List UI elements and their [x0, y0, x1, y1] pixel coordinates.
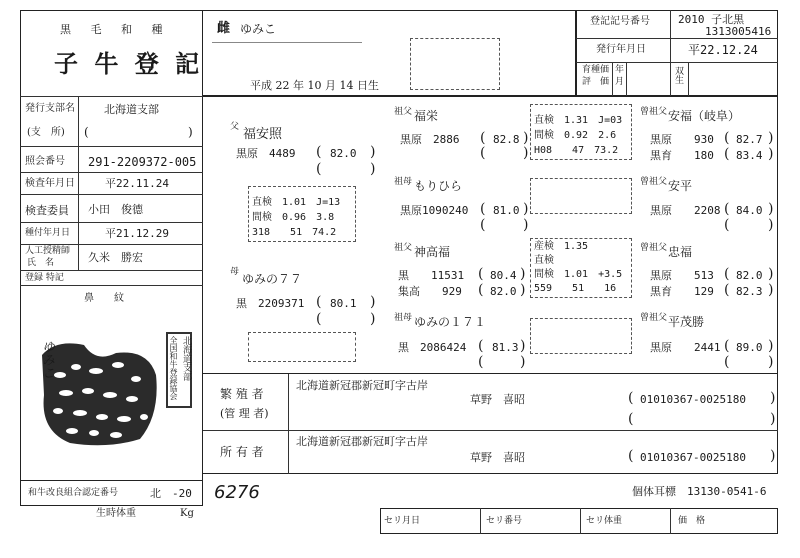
- dam-label: 母: [230, 267, 240, 277]
- ggs3-reg-2: 黒育 129: [650, 285, 714, 298]
- dam-sire-reg-1: 黒 11531: [398, 269, 465, 282]
- paren-left: (: [478, 354, 484, 370]
- sale-box: [380, 508, 778, 534]
- paren-left: (: [480, 217, 486, 233]
- paren-right: ): [370, 294, 376, 310]
- ggs1-label: 曾祖父: [640, 107, 668, 117]
- ggs2-reg: 黒原 2208: [650, 204, 721, 217]
- dam-sire-eval-line-1: 産検 1.35: [534, 241, 589, 252]
- dam-sire-reg-2: 集高 929: [398, 285, 462, 298]
- issue-date: 平22.12.24: [688, 43, 758, 57]
- paren-right: ): [768, 282, 774, 298]
- sire-sire-reg: 黒原 2886: [400, 133, 460, 146]
- sire-label: 父: [230, 122, 240, 132]
- sire-dam-label: 祖母: [394, 177, 413, 187]
- paren-left: (: [480, 201, 486, 217]
- paren-right: ): [523, 130, 529, 146]
- dam-reg: 黒 2209371: [236, 297, 305, 310]
- dam-dam-score: 81.3: [492, 341, 519, 354]
- paren-left: (: [724, 146, 730, 162]
- paren-left: (: [316, 144, 322, 160]
- sire-dam-score: 81.0: [493, 204, 520, 217]
- paren-left: (: [316, 311, 322, 327]
- union-value: 北 -20: [150, 487, 192, 500]
- paren-left: (: [724, 130, 730, 146]
- ggs3-reg-1: 黒原 513: [650, 269, 714, 282]
- issue-date-label: 発行年月日: [596, 44, 646, 55]
- paren-right: ): [370, 144, 376, 160]
- ggs1-reg-2: 黒育 180: [650, 149, 714, 162]
- ear-tag: 個体耳標 13130-0541-6: [632, 485, 767, 498]
- nose-print-handwriting: ゆみこ: [39, 340, 54, 379]
- paren-right: ): [188, 125, 193, 139]
- dam-sire-name: 神高福: [414, 245, 451, 259]
- dam-sire-label: 祖父: [394, 243, 413, 253]
- sire-eval-line-2: 間検 0.96 3.8: [252, 212, 335, 223]
- paren-right: ): [768, 266, 774, 282]
- reg-no-label: 登記記号番号: [590, 16, 650, 27]
- union-label: 和牛改良組合認定番号: [28, 488, 119, 498]
- sale-no-label: セリ番号: [486, 516, 523, 526]
- dam-blank-box: [248, 332, 356, 362]
- special-label: 登録 特記: [25, 273, 64, 283]
- breeder-sub-label: (管 理 者): [220, 407, 269, 420]
- month-label: 月: [615, 77, 625, 87]
- nose-print-label: 鼻 紋: [84, 293, 124, 304]
- paren-right: ): [768, 146, 774, 162]
- birth-weight-unit: Kg: [180, 508, 194, 519]
- sire-dam-reg: 黒原1090240: [400, 204, 469, 217]
- dam-sire-score-1: 80.4: [490, 269, 517, 282]
- ggs1-name: 安福（岐阜）: [668, 109, 741, 123]
- dam-name: ゆみの７７: [242, 272, 303, 286]
- sire-eval-line-3: 318 51 74.2: [252, 227, 337, 238]
- sale-date-label: セリ月日: [384, 516, 421, 526]
- paren-left: (: [724, 338, 730, 354]
- photo-placeholder: [410, 38, 500, 90]
- breed-label: 黒 毛 和 種: [60, 23, 171, 36]
- paren-left: (: [480, 145, 486, 161]
- paren-left: (: [478, 266, 484, 282]
- paren-right: ): [768, 130, 774, 146]
- sex-label: 雌: [217, 21, 231, 36]
- branch-sub-label: (支 所): [27, 127, 65, 138]
- breeder-code: 01010367-0025180: [640, 393, 746, 406]
- paren-left: (: [480, 130, 486, 146]
- paren-right: ): [520, 354, 526, 370]
- paren-right: ): [768, 354, 774, 370]
- paren-right: ): [770, 448, 776, 464]
- ggs1-score-2: 83.4: [736, 149, 763, 162]
- owner-label: 所 有 者: [220, 445, 264, 459]
- paren-right: ): [370, 161, 376, 177]
- paren-right: ): [768, 217, 774, 233]
- paren-left: (: [628, 390, 634, 406]
- sire-sire-eval-line-2: 間検 0.92 2.6: [534, 130, 617, 141]
- paren-left: (: [316, 294, 322, 310]
- inspector: 小田 俊德: [88, 203, 143, 216]
- sire-eval-line-1: 直検 1.01 J=13: [252, 197, 341, 208]
- nose-print-image: [36, 335, 166, 450]
- paren-right: ): [523, 145, 529, 161]
- ggs3-score-1: 82.0: [736, 269, 763, 282]
- owner-code: 01010367-0025180: [640, 451, 746, 464]
- paren-right: ): [768, 338, 774, 354]
- animal-name: ゆみこ: [240, 22, 277, 36]
- branch-label: 発行支部名: [25, 103, 75, 114]
- paren-left: (: [724, 201, 730, 217]
- ggs4-reg: 黒原 2441: [650, 341, 721, 354]
- ggs4-score: 89.0: [736, 341, 763, 354]
- sire-sire-label: 祖父: [394, 107, 413, 117]
- paren-left: (: [478, 282, 484, 298]
- paren-left: (: [628, 448, 634, 464]
- inquiry-no-label: 照会番号: [25, 156, 65, 167]
- breeding-value-label: 育種価: [582, 65, 610, 75]
- ggs4-name: 平茂勝: [668, 315, 705, 329]
- dam-dam-label: 祖母: [394, 313, 413, 323]
- handwritten-number: 6276: [214, 482, 260, 503]
- evaluation-label: 評 価: [582, 77, 610, 87]
- price-label: 価 格: [678, 516, 706, 526]
- dam-dam-blank-box: [530, 318, 632, 354]
- sire-dam-blank-box: [530, 178, 632, 214]
- breeder-address: 北海道新冠郡新冠町字古岸: [296, 379, 428, 392]
- paren-left: (: [478, 338, 484, 354]
- reg-no-line2: 1313005416: [705, 25, 772, 38]
- birth-weight-label: 生時体重: [96, 508, 136, 519]
- owner-name: 草野 喜昭: [470, 451, 525, 464]
- ggs4-label: 曾祖父: [640, 313, 668, 323]
- paren-left: (: [628, 411, 634, 427]
- paren-right: ): [370, 311, 376, 327]
- branch-value: 北海道支部: [104, 103, 159, 116]
- ggs1-reg-1: 黒原 930: [650, 133, 714, 146]
- dam-sire-eval-line-4: 559 51 16: [534, 283, 617, 294]
- ggs2-score: 84.0: [736, 204, 763, 217]
- dam-dam-name: ゆみの１７１: [414, 315, 487, 329]
- ggs3-score-2: 82.3: [736, 285, 763, 298]
- ai-tech-label: 人工授精師: [25, 246, 71, 256]
- sire-name: 福安照: [243, 127, 283, 142]
- stamp-line-1: 北海道支部: [181, 336, 191, 381]
- stamp-line-2: 全国和牛登録協会: [169, 336, 178, 400]
- sire-sire-name: 福栄: [414, 109, 439, 123]
- birth-date: 平成 22 年 10 月 14 日生: [250, 79, 379, 92]
- owner-address: 北海道新冠郡新冠町字古岸: [296, 435, 428, 448]
- paren-right: ): [523, 201, 529, 217]
- breeder-name: 草野 喜昭: [470, 393, 525, 406]
- paren-left: (: [724, 354, 730, 370]
- sire-dam-name: もりひら: [414, 179, 463, 193]
- inspection-date: 平22.11.24: [105, 177, 169, 190]
- dam-sire-eval-line-3: 間検 1.01 +3.5: [534, 269, 623, 280]
- year-label: 年: [615, 65, 625, 75]
- document-title: 子 牛 登 記: [54, 49, 204, 78]
- insemination-date: 平21.12.29: [105, 227, 169, 240]
- dam-score: 80.1: [330, 297, 357, 310]
- sale-weight-label: セリ体重: [586, 516, 623, 526]
- insemination-date-label: 種付年月日: [25, 228, 71, 238]
- inquiry-no: 291-2209372-005: [88, 155, 197, 169]
- paren-left: (: [724, 266, 730, 282]
- paren-right: ): [768, 201, 774, 217]
- paren-right: ): [770, 411, 776, 427]
- paren-right: ): [520, 338, 526, 354]
- paren-right: ): [523, 217, 529, 233]
- paren-left: (: [84, 125, 89, 139]
- dam-dam-reg: 黒 2086424: [398, 341, 467, 354]
- ggs3-label: 曾祖父: [640, 243, 668, 253]
- paren-right: ): [770, 390, 776, 406]
- dam-sire-score-2: 82.0: [490, 285, 517, 298]
- sire-sire-score: 82.8: [493, 133, 520, 146]
- sire-reg: 黒原 4489: [236, 147, 296, 160]
- ggs2-label: 曾祖父: [640, 177, 668, 187]
- ai-tech-sub-label: 氏 名: [27, 258, 55, 268]
- paren-right: ): [520, 266, 526, 282]
- paren-right: ): [520, 282, 526, 298]
- dam-sire-eval-line-2: 直検: [534, 255, 554, 266]
- sire-sire-eval-line-1: 直検 1.31 J=03: [534, 115, 623, 126]
- reg-no-line1: 2010 子北黒: [678, 13, 745, 26]
- ggs1-score-1: 82.7: [736, 133, 763, 146]
- sire-score: 82.0: [330, 147, 357, 160]
- inspector-label: 検査委員: [25, 204, 69, 217]
- ai-tech: 久米 勝宏: [88, 251, 143, 264]
- ggs2-name: 安平: [668, 179, 693, 193]
- sire-sire-eval-line-3: H08 47 73.2: [534, 145, 619, 156]
- paren-left: (: [724, 282, 730, 298]
- paren-left: (: [724, 217, 730, 233]
- twin-label: 双生: [673, 66, 683, 84]
- breeder-label: 繁 殖 者: [220, 387, 264, 401]
- paren-left: (: [316, 161, 322, 177]
- ggs3-name: 忠福: [668, 245, 693, 259]
- inspection-date-label: 検査年月日: [25, 178, 75, 189]
